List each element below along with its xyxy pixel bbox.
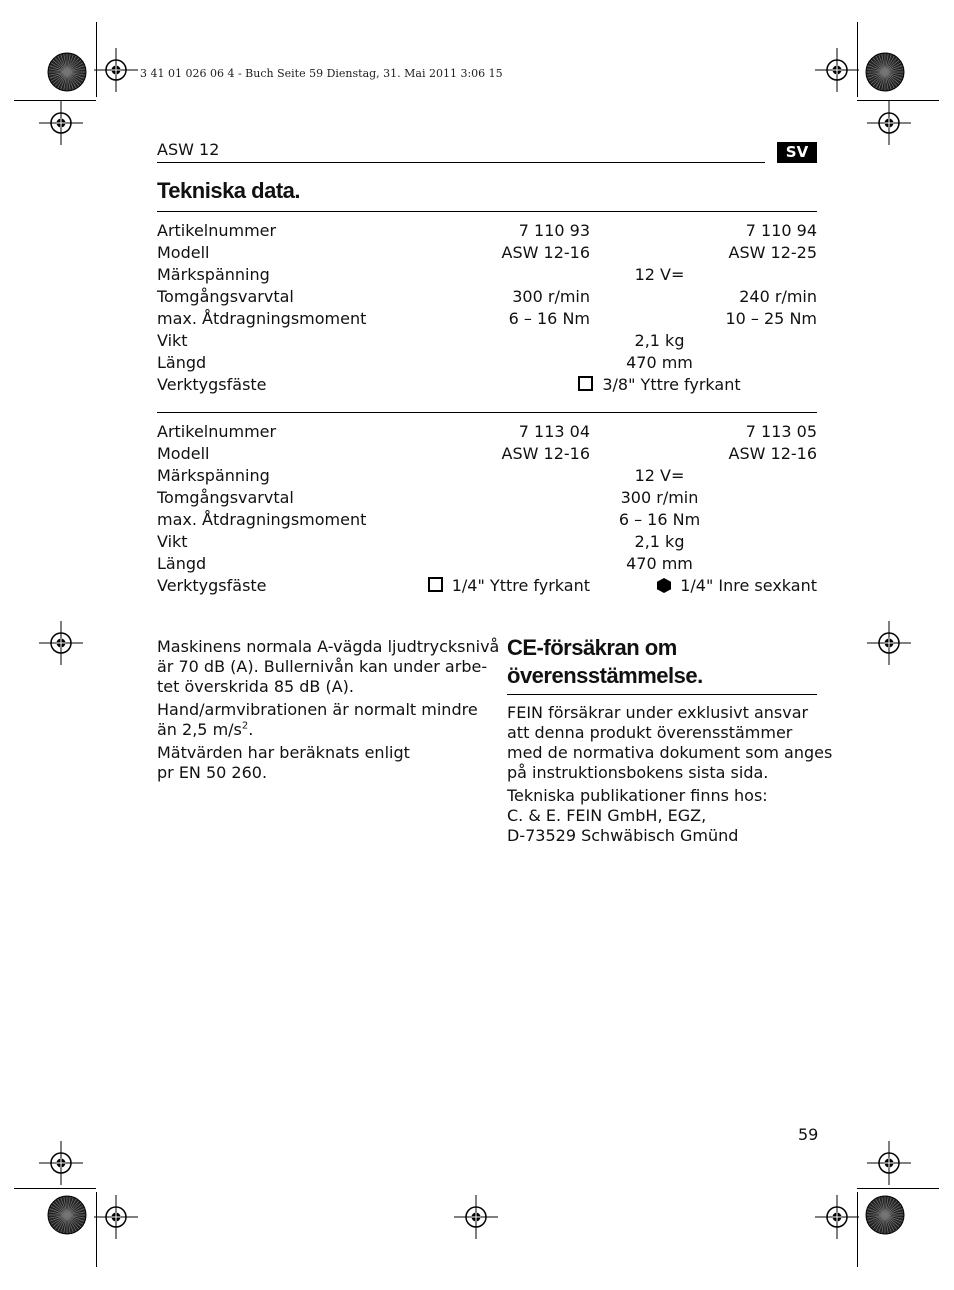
row-value: 300 r/min: [620, 488, 699, 507]
row-value: 6 – 16 Nm: [618, 510, 701, 529]
table-row: [157, 443, 817, 465]
row-value-col2: 240 r/min: [739, 287, 817, 306]
hex-socket-icon: [657, 578, 671, 593]
table-row: [157, 220, 817, 242]
table-row: [157, 575, 817, 597]
row-label: max. Åtdragningsmoment: [157, 309, 367, 328]
text-line: Maskinens normala A-vägda ljudtrycksnivå: [157, 637, 500, 656]
measurement-paragraph: [157, 743, 410, 783]
row-label: Verktygsfäste: [157, 375, 267, 394]
row-label: Längd: [157, 353, 207, 372]
table-row: [157, 286, 817, 308]
row-label: Vikt: [157, 331, 188, 350]
registration-mark-icon: [39, 1141, 83, 1185]
row-label: Tomgångsvarvtal: [157, 287, 294, 306]
row-label: Tomgångsvarvtal: [157, 488, 294, 507]
text-line: med de normativa dokument som anges: [507, 743, 833, 762]
text-line: C. & E. FEIN GmbH, EGZ,: [507, 806, 707, 825]
text-line: är 70 dB (A). Bullernivån kan under arbe-: [157, 657, 488, 676]
table-row: [157, 421, 817, 443]
publication-paragraph: [507, 786, 768, 846]
row-value-col1: 1/4" Yttre fyrkant: [428, 575, 590, 597]
registration-mark-icon: [94, 1195, 138, 1239]
row-value: 12 V=: [634, 466, 685, 485]
registration-mark-icon: [454, 1195, 498, 1239]
table-row: [157, 465, 817, 487]
color-wheel-icon: [865, 1195, 905, 1235]
table-row: [157, 330, 817, 352]
row-value-col1: ASW 12-16: [501, 444, 590, 463]
section-divider: [507, 694, 817, 695]
table-row: [157, 242, 817, 264]
table-row: [157, 264, 817, 286]
row-label: Längd: [157, 554, 207, 573]
text-line: att denna produkt överensstämmer: [507, 723, 793, 742]
row-label: Modell: [157, 243, 210, 262]
section-title-ce-declaration: CE-försäkran om överensstämmelse.: [507, 635, 703, 688]
row-value: 470 mm: [626, 353, 693, 372]
row-label: Artikelnummer: [157, 221, 277, 240]
ce-paragraph: [507, 703, 832, 783]
vibration-paragraph: [157, 700, 478, 740]
table-row: [157, 487, 817, 509]
row-label: Märkspänning: [157, 466, 270, 485]
noise-paragraph: [157, 637, 499, 697]
row-value: 2,1 kg: [634, 331, 685, 350]
row-value-col2: ASW 12-16: [728, 444, 817, 463]
row-value-col2: ASW 12-25: [728, 243, 817, 262]
row-value-col2: 1/4" Inre sexkant: [657, 575, 817, 597]
row-value: 3/8" Yttre fyrkant: [437, 374, 882, 396]
row-label: Artikelnummer: [157, 422, 277, 441]
row-value-col1: 300 r/min: [512, 287, 590, 306]
table-row: [157, 374, 817, 396]
row-label: Modell: [157, 444, 210, 463]
color-wheel-icon: [865, 52, 905, 92]
language-badge: SV: [777, 142, 817, 163]
crop-line: [14, 1188, 96, 1189]
section-title-technical-data: Tekniska data.: [157, 178, 300, 203]
row-value-col2: 7 113 05: [745, 422, 817, 441]
text-line: Mätvärden har beräknats enligt: [157, 743, 410, 762]
color-wheel-icon: [47, 1195, 87, 1235]
table-row: [157, 308, 817, 330]
text-line: tet överskrida 85 dB (A).: [157, 677, 355, 696]
registration-mark-icon: [815, 1195, 859, 1239]
color-wheel-icon: [47, 52, 87, 92]
row-value: 470 mm: [626, 554, 693, 573]
print-info: 3 41 01 026 06 4 - Buch Seite 59 Dienstag, 31. Mai 2011 3:06 15: [140, 67, 503, 80]
text-line: D-73529 Schwäbisch Gmünd: [507, 826, 739, 845]
row-value-col1: 7 113 04: [518, 422, 590, 441]
row-value-col1: ASW 12-16: [501, 243, 590, 262]
registration-mark-icon: [867, 621, 911, 665]
registration-mark-icon: [815, 48, 859, 92]
row-value-col1: 6 – 16 Nm: [508, 309, 590, 328]
row-label: Verktygsfäste: [157, 576, 267, 595]
table-row: [157, 553, 817, 575]
row-label: Vikt: [157, 532, 188, 551]
row-value-col1: 7 110 93: [518, 221, 590, 240]
text-line: Hand/armvibrationen är normalt mindre: [157, 700, 478, 719]
table-divider: [157, 412, 817, 413]
row-value-col2: 7 110 94: [745, 221, 817, 240]
crop-line: [857, 1188, 939, 1189]
registration-mark-icon: [867, 101, 911, 145]
text-line: Tekniska publikationer finns hos:: [507, 786, 768, 805]
section-divider: [157, 211, 817, 212]
header-product: ASW 12: [157, 140, 220, 159]
text-line: FEIN försäkrar under exklusivt ansvar: [507, 703, 809, 722]
row-value-col2: 10 – 25 Nm: [725, 309, 817, 328]
square-drive-icon: [428, 577, 443, 592]
text-line: än 2,5 $m/s^2$.: [157, 720, 254, 739]
registration-mark-icon: [39, 621, 83, 665]
row-value: 2,1 kg: [634, 532, 685, 551]
page-number: 59: [798, 1125, 819, 1144]
registration-mark-icon: [39, 101, 83, 145]
row-value: 12 V=: [634, 265, 685, 284]
header-divider: [157, 162, 765, 163]
text-line: på instruktionsbokens sista sida.: [507, 763, 769, 782]
table-row: [157, 352, 817, 374]
row-label: max. Åtdragningsmoment: [157, 510, 367, 529]
text-line: pr EN 50 260.: [157, 763, 268, 782]
row-label: Märkspänning: [157, 265, 270, 284]
registration-mark-icon: [867, 1141, 911, 1185]
registration-mark-icon: [94, 48, 138, 92]
table-row: [157, 531, 817, 553]
square-drive-icon: [578, 376, 593, 391]
table-row: [157, 509, 817, 531]
